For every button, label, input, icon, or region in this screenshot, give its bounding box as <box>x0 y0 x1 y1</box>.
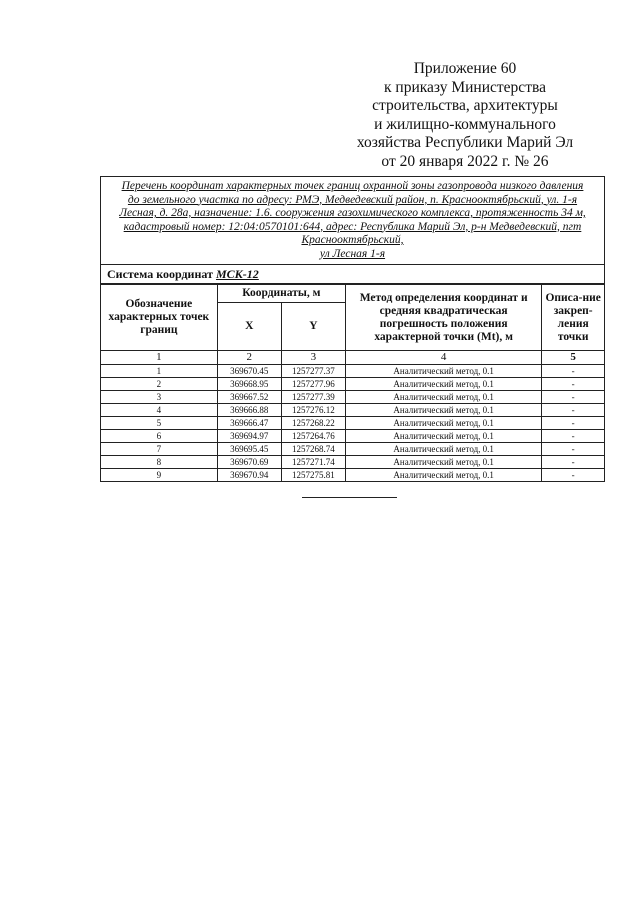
table-row <box>101 417 604 430</box>
cell-desc: - <box>542 378 604 391</box>
cell-x: 369670.45 <box>217 365 281 378</box>
cell-n: 5 <box>101 417 217 430</box>
cell-method: Аналитический метод, 0.1 <box>345 443 541 456</box>
cell-desc: - <box>542 430 604 443</box>
table-row <box>101 404 604 417</box>
cell-desc: - <box>542 365 604 378</box>
cell-n: 7 <box>101 443 217 456</box>
cell-x: 369666.88 <box>217 404 281 417</box>
coordinate-system-label: Система координат <box>107 267 213 281</box>
caption-line: ул Лесная 1-я <box>319 247 386 260</box>
header-x: X <box>217 303 281 351</box>
cell-method: Аналитический метод, 0.1 <box>345 391 541 404</box>
cell-method: Аналитический метод, 0.1 <box>345 456 541 469</box>
table-row <box>101 365 604 378</box>
cell-x: 369670.69 <box>217 456 281 469</box>
appendix-header <box>340 60 590 171</box>
cell-n: 1 <box>101 365 217 378</box>
coordinate-system-value: МСК-12 <box>215 267 259 281</box>
header-line: хозяйства Республики Марий Эл <box>356 134 574 151</box>
cell-y: 1257277.39 <box>281 391 345 404</box>
column-number: 4 <box>345 351 541 365</box>
cell-x: 369668.95 <box>217 378 281 391</box>
cell-x: 369666.47 <box>217 417 281 430</box>
coordinates-table <box>101 284 604 481</box>
caption-line: Перечень координат характерных точек границ охранной зоны газопровода низкого давления <box>121 180 584 192</box>
header-line: строительства, архитектуры <box>372 97 558 114</box>
table-row <box>101 456 604 469</box>
header-method: Метод определения координат и средняя квадратическая погрешность положения характерной точки (Mt), м <box>345 285 541 351</box>
signature-line <box>302 497 397 498</box>
table-row <box>101 443 604 456</box>
column-number: 1 <box>101 351 217 365</box>
caption-line: кадастровый номер: 12:04:0570101:644, адрес: Республика Марий Эл, р-н Медведевский, пгт <box>123 220 582 233</box>
cell-x: 369667.52 <box>217 391 281 404</box>
cell-method: Аналитический метод, 0.1 <box>345 430 541 443</box>
table-row <box>101 469 604 482</box>
cell-n: 4 <box>101 404 217 417</box>
cell-desc: - <box>542 404 604 417</box>
cell-desc: - <box>542 391 604 404</box>
cell-x: 369694.97 <box>217 430 281 443</box>
table-row <box>101 378 604 391</box>
header-point: Обозначение характерных точек границ <box>101 285 217 351</box>
coordinate-system <box>101 265 604 284</box>
header-y: Y <box>281 303 345 351</box>
table-caption <box>101 177 604 265</box>
column-number-row <box>101 351 604 365</box>
cell-method: Аналитический метод, 0.1 <box>345 469 541 482</box>
cell-y: 1257264.76 <box>281 430 345 443</box>
cell-y: 1257276.12 <box>281 404 345 417</box>
caption-line: Лесная, д. 28а, назначение: 1.6. сооружения газохимического комплекса, протяженность 34 м, <box>119 207 586 219</box>
table-row <box>101 430 604 443</box>
cell-desc: - <box>542 417 604 430</box>
header-desc: Описа-ние закреп-ления точки <box>542 285 604 351</box>
cell-desc: - <box>542 469 604 482</box>
cell-method: Аналитический метод, 0.1 <box>345 404 541 417</box>
cell-n: 2 <box>101 378 217 391</box>
cell-n: 3 <box>101 391 217 404</box>
cell-y: 1257268.22 <box>281 417 345 430</box>
header-coords: Координаты, м <box>217 285 345 303</box>
cell-method: Аналитический метод, 0.1 <box>345 417 541 430</box>
column-number: 5 <box>542 351 604 365</box>
table-row <box>101 391 604 404</box>
cell-desc: - <box>542 443 604 456</box>
cell-n: 6 <box>101 430 217 443</box>
cell-desc: - <box>542 456 604 469</box>
caption-line: до земельного участка по адресу: РМЭ, Медведевский район, п. Краснооктябрьский, ул. 1-я <box>127 193 578 206</box>
cell-x: 369695.45 <box>217 443 281 456</box>
cell-n: 8 <box>101 456 217 469</box>
cell-method: Аналитический метод, 0.1 <box>345 378 541 391</box>
header-line: Приложение 60 <box>413 60 517 77</box>
cell-y: 1257271.74 <box>281 456 345 469</box>
coordinates-document-box <box>100 176 605 482</box>
header-line: от 20 января 2022 г. № 26 <box>381 152 549 170</box>
column-number: 2 <box>217 351 281 365</box>
caption-line: Краснооктябрьский, <box>301 234 404 246</box>
header-line: и жилищно-коммунального <box>374 115 556 133</box>
cell-x: 369670.94 <box>217 469 281 482</box>
cell-n: 9 <box>101 469 217 482</box>
column-number: 3 <box>281 351 345 365</box>
header-line: к приказу Министерства <box>384 78 546 96</box>
cell-y: 1257275.81 <box>281 469 345 482</box>
cell-method: Аналитический метод, 0.1 <box>345 365 541 378</box>
cell-y: 1257268.74 <box>281 443 345 456</box>
cell-y: 1257277.96 <box>281 378 345 391</box>
cell-y: 1257277.37 <box>281 365 345 378</box>
